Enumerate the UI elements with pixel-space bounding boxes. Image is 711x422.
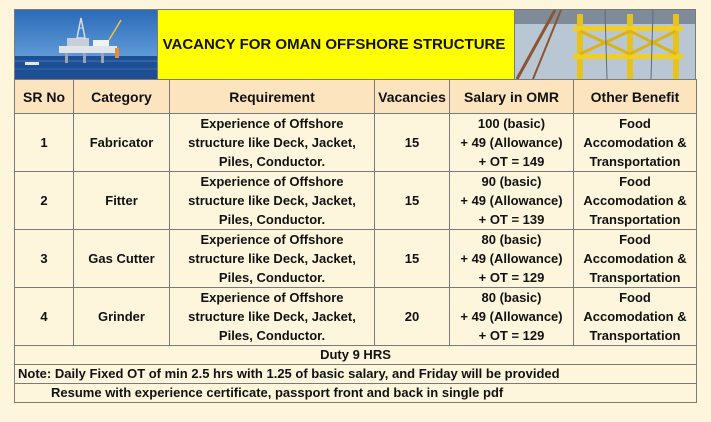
benefit-line: Accomodation &	[583, 193, 687, 208]
requirement-line: Piles, Conductor.	[218, 328, 326, 343]
header-sr-no: SR No	[15, 80, 74, 114]
benefit-line: Transportation	[589, 154, 681, 169]
requirement-cell	[170, 114, 375, 172]
salary-line: + OT = 149	[478, 154, 545, 169]
sr-no-cell: 1	[15, 114, 74, 172]
sr-no-cell: 2	[15, 172, 74, 230]
resume-row	[15, 384, 697, 403]
benefit-cell	[574, 288, 697, 346]
category-cell: Grinder	[74, 288, 170, 346]
salary-cell	[450, 288, 574, 346]
steel-jacket-structure-image	[515, 10, 695, 79]
benefit-line: Transportation	[589, 328, 681, 343]
table-row	[15, 114, 697, 172]
salary-cell	[450, 172, 574, 230]
requirement-line: Experience of Offshore	[200, 290, 344, 305]
vacancies-cell: 20	[375, 288, 450, 346]
salary-line: + 49 (Allowance)	[460, 193, 563, 208]
salary-line: + 49 (Allowance)	[460, 309, 563, 324]
salary-line: 80 (basic)	[481, 290, 542, 305]
benefit-line: Food	[619, 174, 651, 189]
requirement-line: Piles, Conductor.	[218, 212, 326, 227]
salary-line: + OT = 139	[478, 212, 545, 227]
vacancy-table	[14, 79, 697, 403]
table-row	[15, 172, 697, 230]
salary-line: + 49 (Allowance)	[460, 251, 563, 266]
duty-hours: Duty 9 HRS	[15, 346, 697, 365]
benefit-cell	[574, 172, 697, 230]
resume-instructions: Resume with experience certificate, passport front and back in single pdf	[15, 384, 697, 403]
requirement-line: structure like Deck, Jacket,	[188, 251, 356, 266]
vacancies-cell: 15	[375, 230, 450, 288]
requirement-cell	[170, 288, 375, 346]
header-vacancies: Vacancies	[375, 80, 450, 114]
banner	[14, 9, 696, 79]
vacancies-cell: 15	[375, 172, 450, 230]
requirement-line: structure like Deck, Jacket,	[188, 135, 356, 150]
benefit-line: Accomodation &	[583, 309, 687, 324]
offshore-platform-image	[15, 10, 157, 79]
vacancy-sheet	[14, 9, 696, 403]
header-category: Category	[74, 80, 170, 114]
table-row	[15, 230, 697, 288]
benefit-line: Transportation	[589, 270, 681, 285]
benefit-line: Food	[619, 290, 651, 305]
benefit-line: Food	[619, 116, 651, 131]
requirement-line: Experience of Offshore	[200, 116, 344, 131]
note-row	[15, 365, 697, 384]
sr-no-cell: 4	[15, 288, 74, 346]
requirement-line: structure like Deck, Jacket,	[188, 309, 356, 324]
benefit-line: Accomodation &	[583, 251, 687, 266]
benefit-line: Transportation	[589, 212, 681, 227]
duty-row	[15, 346, 697, 365]
benefit-line: Accomodation &	[583, 135, 687, 150]
salary-line: 80 (basic)	[481, 232, 542, 247]
benefit-cell	[574, 114, 697, 172]
requirement-cell	[170, 230, 375, 288]
requirement-cell	[170, 172, 375, 230]
category-cell: Fitter	[74, 172, 170, 230]
salary-line: 100 (basic)	[477, 116, 546, 131]
category-cell: Gas Cutter	[74, 230, 170, 288]
requirement-line: Piles, Conductor.	[218, 270, 326, 285]
salary-line: 90 (basic)	[481, 174, 542, 189]
salary-cell	[450, 230, 574, 288]
benefit-cell	[574, 230, 697, 288]
requirement-line: Experience of Offshore	[200, 232, 344, 247]
banner-title: VACANCY FOR OMAN OFFSHORE STRUCTURE	[157, 10, 515, 79]
requirement-line: Experience of Offshore	[200, 174, 344, 189]
overtime-note: Note: Daily Fixed OT of min 2.5 hrs with 1.25 of basic salary, and Friday will be provided	[15, 365, 697, 384]
vacancies-cell: 15	[375, 114, 450, 172]
salary-line: + OT = 129	[478, 328, 545, 343]
table-header-row	[15, 80, 697, 114]
requirement-line: structure like Deck, Jacket,	[188, 193, 356, 208]
requirement-line: Piles, Conductor.	[218, 154, 326, 169]
table-row	[15, 288, 697, 346]
sr-no-cell: 3	[15, 230, 74, 288]
header-other-benefit: Other Benefit	[574, 80, 697, 114]
header-requirement: Requirement	[170, 80, 375, 114]
benefit-line: Food	[619, 232, 651, 247]
salary-cell	[450, 114, 574, 172]
salary-line: + 49 (Allowance)	[460, 135, 563, 150]
salary-line: + OT = 129	[478, 270, 545, 285]
category-cell: Fabricator	[74, 114, 170, 172]
header-salary: Salary in OMR	[450, 80, 574, 114]
